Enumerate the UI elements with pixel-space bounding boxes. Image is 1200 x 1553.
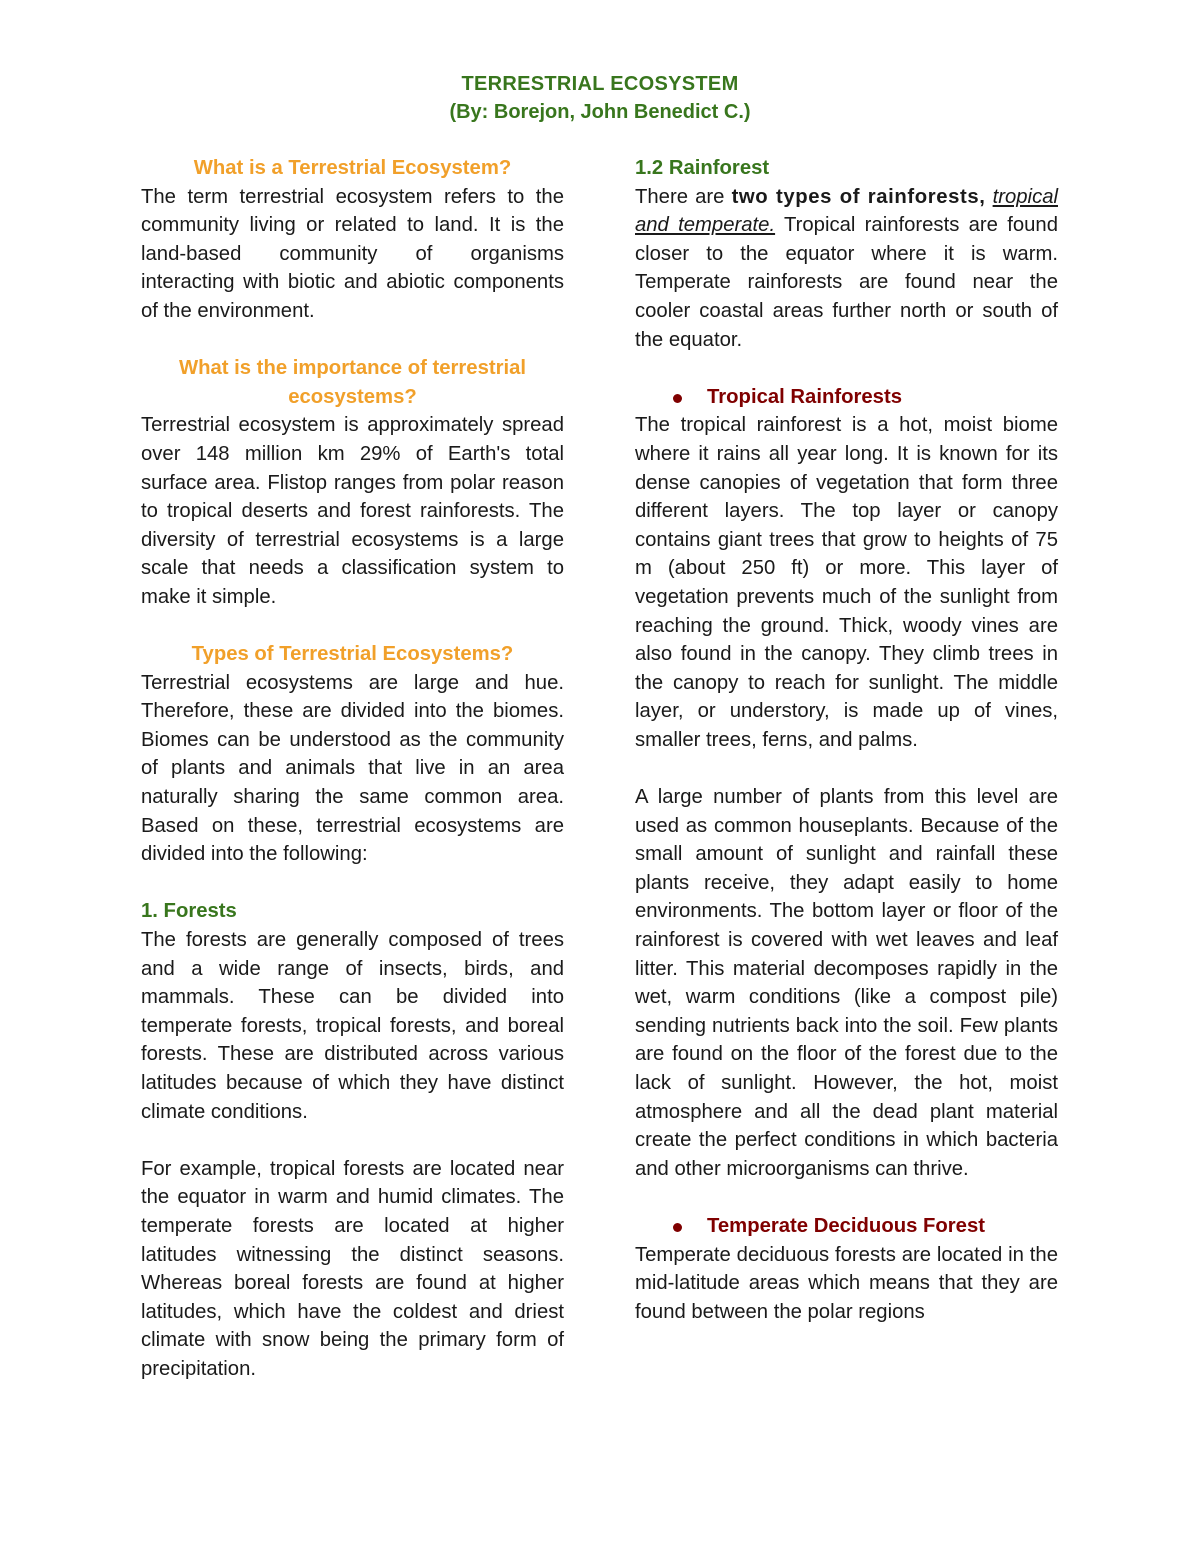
temperate-heading-label: Temperate Deciduous Forest [707, 1214, 985, 1237]
rainforest-text-intro: There are [635, 185, 732, 208]
tropical-heading-label: Tropical Rainforests [707, 385, 902, 408]
rainforest-text-rest: Tropical rainforests are found closer to the equator where it is warm. Temperate rainforests are found near the cooler coastal areas further north or south of the equator. [635, 214, 1058, 351]
rainforest-text-italic: tropical and temperate. [635, 185, 1058, 237]
heading-forests: 1. Forests [141, 900, 237, 923]
heading-what-is-terrestrial-ecosystem: What is a Terrestrial Ecosystem? [193, 157, 512, 179]
heading-types: Types of Terrestrial Ecosystems? [191, 643, 514, 666]
document-title: TERRESTRIAL ECOSYSTEM [461, 73, 739, 95]
right-column [635, 154, 1058, 1326]
bullet-icon [673, 394, 682, 403]
paragraph-types: Terrestrial ecosystems are large and hue. Therefore, these are divided into the biomes. Biomes can be understood as the community of plants and animals that live in an area naturally sharing the same common area. Based on these, terrestrial ecosystems are divided into the following: [141, 671, 564, 866]
left-column [141, 154, 564, 1384]
paragraph-importance: Terrestrial ecosystem is approximately spread over 148 million km 29% of Earth's total surface area. Flistop ranges from polar reason to tropical deserts and forest rainforests. The diversity of terrestrial ecosystems is a large scale that needs a classification system to make it simple. [141, 414, 564, 608]
paragraph-rainforest [635, 183, 1058, 355]
bullet-icon [673, 1223, 682, 1232]
paragraph-tropical: The tropical rainforest is a hot, moist biome where it rains all year long. It is known for its dense canopies of vegetation that form three different layers. The top layer or canopy contains giant trees that grow to heights of 75 m (about 250 ft) or more. This layer of vegetation prevents much of the sunlight from reaching the ground. Thick, woody vines are also found in the canopy. They climb trees in the canopy to reach for sunlight. The middle layer, or understory, is made up of vines, smaller trees, ferns, and palms. [635, 414, 1058, 751]
heading-tropical-rainforests [635, 383, 1058, 412]
heading-importance: What is the importance of terrestrial ecosystems? [178, 357, 527, 408]
paragraph-temperate: Temperate deciduous forests are located in the mid-latitude areas which means that they are found between the polar regions [635, 1243, 1058, 1323]
paragraph-definition: The term terrestrial ecosystem refers to the community living or related to land. It is the land-based community of organisms interacting with biotic and abiotic components of the environment. [141, 185, 564, 322]
heading-rainforest: 1.2 Rainforest [635, 157, 770, 179]
paragraph-forests-example: For example, tropical forests are located near the equator in warm and humid climates. The temperate forests are located at higher latitudes witnessing the distinct seasons. Whereas boreal forests are found at higher latitudes, which have the coldest and driest climate with snow being the primary form of precipitation. [141, 1157, 564, 1380]
heading-temperate-deciduous-forest [635, 1212, 1058, 1241]
rainforest-text-bold: two types of rainforests, [731, 185, 986, 208]
rainforest-text-space [985, 186, 992, 208]
paragraph-forests: The forests are generally composed of trees and a wide range of insects, birds, and mammals. These can be divided into temperate forests, tropical forests, and boreal forests. These are distributed across various latitudes because of which they have distinct climate conditions. [141, 929, 564, 1123]
document-author: (By: Borejon, John Benedict C.) [449, 101, 751, 123]
document-header [0, 70, 1200, 126]
paragraph-tropical-2: A large number of plants from this level are used as common houseplants. Because of the small amount of sunlight and rainfall these plants receive, they adapt easily to home environments. The bottom layer or floor of the rainforest is covered with wet leaves and leaf litter. This material decomposes rapidly in the wet, warm conditions (like a compost pile) sending nutrients back into the soil. Few plants are found on the floor of the forest due to the lack of sunlight. However, the hot, moist atmosphere and all the dead plant material create the perfect conditions in which bacteria and other microorganisms can thrive. [635, 786, 1058, 1180]
